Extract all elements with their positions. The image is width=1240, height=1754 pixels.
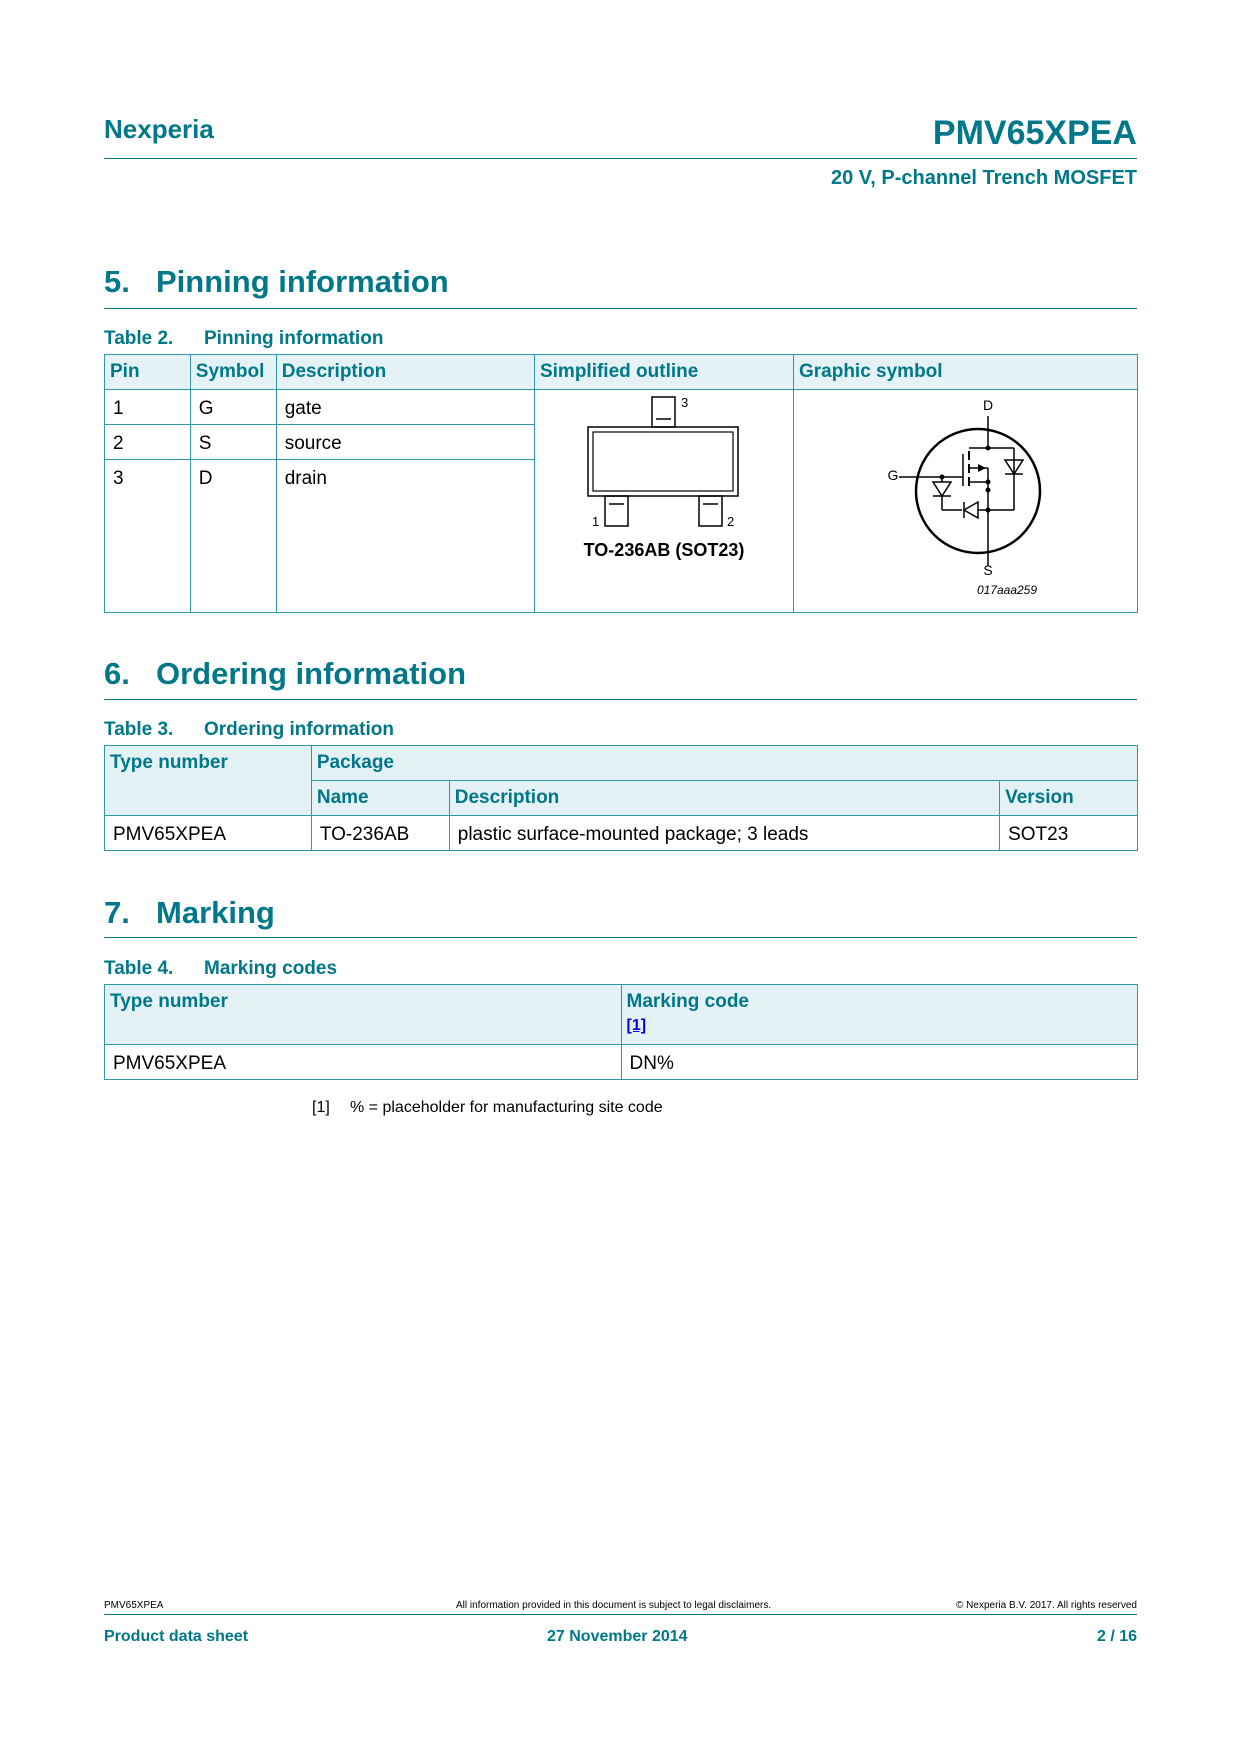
table-row bbox=[105, 816, 1138, 851]
pinning-table bbox=[104, 354, 1138, 613]
section-title: Marking bbox=[156, 895, 275, 930]
package-description-cell: plastic surface-mounted package; 3 leads bbox=[449, 816, 999, 851]
footnote-text: % = placeholder for manufacturing site code bbox=[350, 1099, 663, 1116]
header-description: Description bbox=[276, 355, 534, 390]
figure-code: 017aaa259 bbox=[976, 583, 1038, 597]
header-type-number: Type number bbox=[105, 746, 312, 816]
table-label: Table 2. bbox=[104, 328, 174, 349]
table-3-caption bbox=[104, 719, 394, 741]
section-7-heading bbox=[104, 895, 275, 931]
marking-code-cell: DN% bbox=[621, 1045, 1137, 1080]
gate-label: G bbox=[887, 467, 899, 483]
pin-cell: 1 bbox=[105, 390, 191, 425]
pin-3-label: 3 bbox=[680, 395, 689, 410]
package-name-cell: TO-236AB bbox=[311, 816, 449, 851]
gate-zener-diode-2 bbox=[964, 502, 978, 518]
section-number: 7. bbox=[104, 895, 130, 930]
section-5-heading bbox=[104, 264, 449, 300]
section-6-heading bbox=[104, 656, 466, 692]
header-graphic-symbol: Graphic symbol bbox=[793, 355, 1137, 390]
section-title: Ordering information bbox=[156, 656, 466, 691]
description-cell: gate bbox=[276, 390, 534, 425]
table-row bbox=[105, 1045, 1138, 1080]
table-header-row bbox=[105, 985, 1138, 1045]
package-body bbox=[588, 427, 738, 496]
header-simplified-outline: Simplified outline bbox=[534, 355, 793, 390]
table-label: Table 3. bbox=[104, 719, 174, 740]
ordering-table bbox=[104, 745, 1138, 851]
pin-2-label: 2 bbox=[726, 514, 735, 529]
section-number: 6. bbox=[104, 656, 130, 691]
header-type-number: Type number bbox=[105, 985, 622, 1045]
section-divider bbox=[104, 308, 1137, 309]
description-cell: drain bbox=[276, 460, 534, 613]
mosfet-symbol-drawing bbox=[794, 390, 1137, 612]
footnote-link[interactable]: [1] bbox=[626, 1017, 647, 1034]
header-name: Name bbox=[311, 781, 449, 816]
gate-zener-diode bbox=[933, 482, 951, 496]
table-header-row bbox=[105, 746, 1138, 781]
pin-1-label: 1 bbox=[591, 514, 600, 529]
graphic-symbol-cell bbox=[793, 390, 1137, 613]
marking-table bbox=[104, 984, 1138, 1080]
table-4-caption bbox=[104, 958, 337, 980]
table-label: Table 4. bbox=[104, 958, 174, 979]
package-body-inner bbox=[593, 432, 733, 491]
type-number-cell: PMV65XPEA bbox=[105, 816, 312, 851]
section-title: Pinning information bbox=[156, 264, 449, 299]
header-marking-code bbox=[621, 985, 1137, 1045]
header-version: Version bbox=[1000, 781, 1138, 816]
package-name: TO-236AB (SOT23) bbox=[583, 540, 745, 560]
footer-page-number: 2 / 16 bbox=[1096, 1628, 1137, 1645]
product-name: PMV65XPEA bbox=[932, 114, 1137, 152]
header-pin: Pin bbox=[105, 355, 191, 390]
drain-label: D bbox=[982, 397, 994, 413]
table-title: Marking codes bbox=[204, 958, 338, 979]
marking-code-label: Marking code bbox=[626, 991, 749, 1012]
table-row bbox=[105, 390, 1138, 425]
body-arrow bbox=[978, 464, 986, 472]
source-label: S bbox=[983, 562, 993, 578]
lead-1 bbox=[605, 496, 628, 526]
product-subtitle: 20 V, P-channel Trench MOSFET bbox=[830, 167, 1137, 189]
footer-date: 27 November 2014 bbox=[547, 1628, 688, 1645]
footer-doc-type: Product data sheet bbox=[104, 1628, 249, 1645]
lead-3 bbox=[652, 397, 675, 427]
symbol-cell: G bbox=[190, 390, 276, 425]
lead-2 bbox=[699, 496, 722, 526]
sot23-outline-drawing bbox=[535, 390, 793, 612]
footnote-marker: [1] bbox=[312, 1099, 330, 1116]
pin-cell: 3 bbox=[105, 460, 191, 613]
footer-disclaimer: All information provided in this document is subject to legal disclaimers. bbox=[456, 1600, 772, 1611]
table-header-row bbox=[105, 355, 1138, 390]
description-cell: source bbox=[276, 425, 534, 460]
header-symbol: Symbol bbox=[190, 355, 276, 390]
section-number: 5. bbox=[104, 264, 130, 299]
footer-copyright: © Nexperia B.V. 2017. All rights reserved bbox=[956, 1600, 1137, 1611]
type-number-cell: PMV65XPEA bbox=[105, 1045, 622, 1080]
footer-divider bbox=[104, 1614, 1137, 1615]
symbol-cell: S bbox=[190, 425, 276, 460]
table-2-caption bbox=[104, 328, 383, 350]
table-title: Pinning information bbox=[204, 328, 384, 349]
brand-name: Nexperia bbox=[104, 114, 214, 144]
footer-doc-id: PMV65XPEA bbox=[104, 1600, 164, 1611]
symbol-cell: D bbox=[190, 460, 276, 613]
header-divider bbox=[104, 158, 1137, 159]
header-package: Package bbox=[311, 746, 1137, 781]
footnote bbox=[312, 1099, 663, 1117]
outline-cell bbox=[534, 390, 793, 613]
section-divider bbox=[104, 937, 1137, 938]
pin-cell: 2 bbox=[105, 425, 191, 460]
table-title: Ordering information bbox=[204, 719, 394, 740]
section-divider bbox=[104, 699, 1137, 700]
package-version-cell: SOT23 bbox=[1000, 816, 1138, 851]
header-description: Description bbox=[449, 781, 999, 816]
